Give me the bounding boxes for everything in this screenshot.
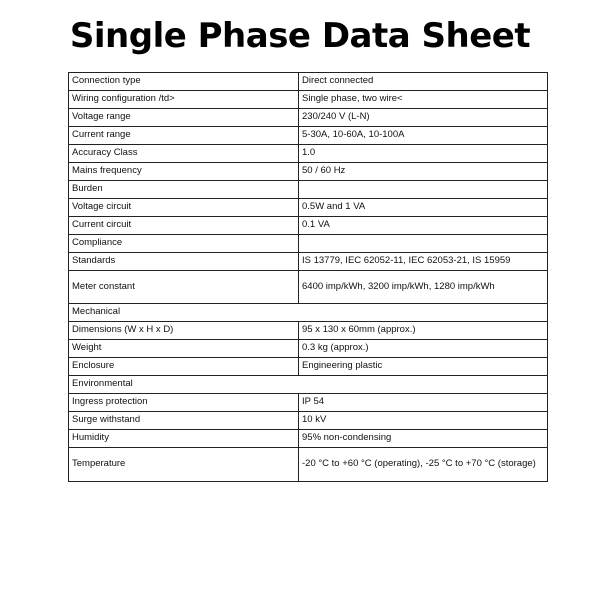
row-label: Dimensions (W x H x D) [69,322,299,340]
row-value: 50 / 60 Hz [299,163,548,181]
row-label: Temperature [69,448,299,482]
table-row [69,358,548,376]
row-value: 0.5W and 1 VA [299,199,548,217]
row-label: Burden [69,181,299,199]
row-label: Humidity [69,430,299,448]
row-label: Mains frequency [69,163,299,181]
row-value [299,235,548,253]
row-label: Voltage circuit [69,199,299,217]
row-value: Single phase, two wire< [299,91,548,109]
data-sheet-table [68,72,548,482]
row-label: Ingress protection [69,394,299,412]
section-label: Environmental [69,376,548,394]
row-label: Voltage range [69,109,299,127]
table-row [69,448,548,482]
row-value: 95 x 130 x 60mm (approx.) [299,322,548,340]
row-label: Wiring configuration /td> [69,91,299,109]
row-value: -20 °C to +60 °C (operating), -25 °C to +70 °C (storage) [299,448,548,482]
row-value: 0.3 kg (approx.) [299,340,548,358]
row-label: Weight [69,340,299,358]
table-row [69,253,548,271]
table-row [69,217,548,235]
row-value: Direct connected [299,73,548,91]
row-value: 0.1 VA [299,217,548,235]
table-row [69,109,548,127]
table-row [69,412,548,430]
row-value: 6400 imp/kWh, 3200 imp/kWh, 1280 imp/kWh [299,271,548,304]
row-value [299,181,548,199]
table-row [69,322,548,340]
table-row [69,430,548,448]
row-label: Surge withstand [69,412,299,430]
table-row [69,340,548,358]
row-label: Current circuit [69,217,299,235]
row-label: Enclosure [69,358,299,376]
row-value: 95% non-condensing [299,430,548,448]
table-row [69,91,548,109]
table-row [69,199,548,217]
row-value: 1.0 [299,145,548,163]
section-row [69,304,548,322]
table-row [69,271,548,304]
row-label: Compliance [69,235,299,253]
row-label: Current range [69,127,299,145]
table-row [69,235,548,253]
table-row [69,394,548,412]
table-row [69,127,548,145]
row-value: Engineering plastic [299,358,548,376]
section-row [69,376,548,394]
section-label: Mechanical [69,304,548,322]
row-label: Meter constant [69,271,299,304]
row-value: IS 13779, IEC 62052-11, IEC 62053-21, IS 15959 [299,253,548,271]
row-label: Accuracy Class [69,145,299,163]
row-label: Standards [69,253,299,271]
row-value: 230/240 V (L-N) [299,109,548,127]
row-label: Connection type [69,73,299,91]
table-row [69,145,548,163]
table-row [69,73,548,91]
row-value: IP 54 [299,394,548,412]
row-value: 5-30A, 10-60A, 10-100A [299,127,548,145]
table-row [69,181,548,199]
row-value: 10 kV [299,412,548,430]
page-title: Single Phase Data Sheet [69,16,531,56]
table-row [69,163,548,181]
